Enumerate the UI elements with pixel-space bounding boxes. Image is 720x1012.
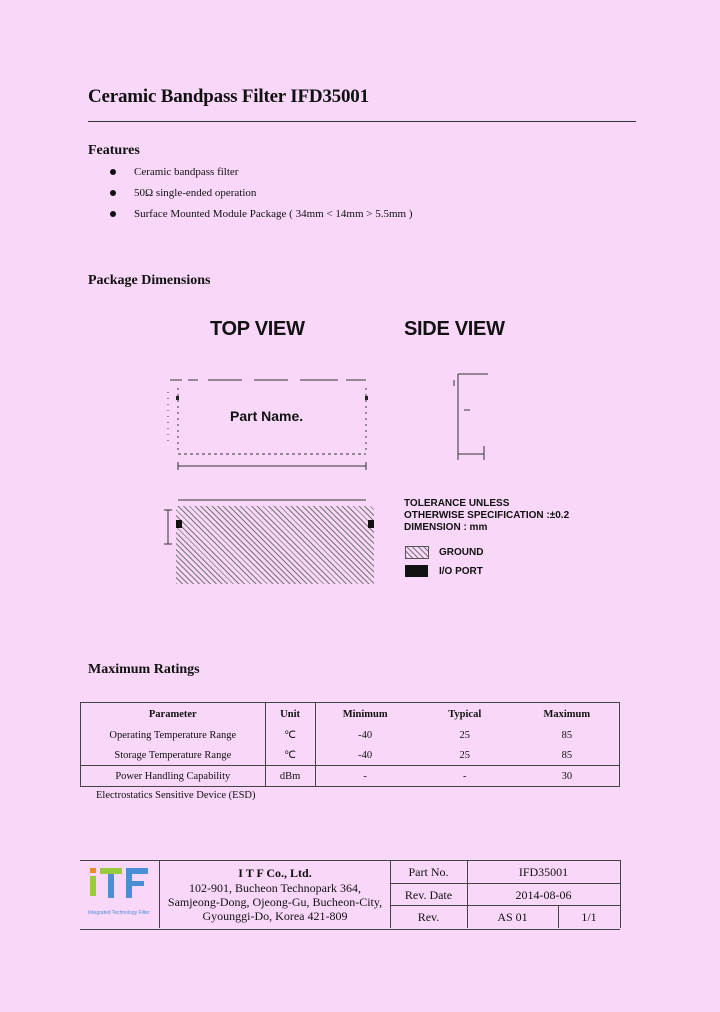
address-line: Gyounggi-Do, Korea 421-809	[202, 909, 348, 923]
address-line: Samjeong-Dong, Ojeong-Gu, Bucheon-City,	[167, 895, 383, 909]
io-port-pad	[368, 520, 374, 528]
table-row	[81, 766, 620, 787]
part-name-label: Part Name.	[230, 408, 304, 424]
footer-divider	[390, 883, 620, 884]
footer-divider	[620, 860, 621, 928]
tolerance-line: TOLERANCE UNLESS	[404, 498, 510, 509]
page-title: Ceramic Bandpass Filter IFD35001	[88, 86, 369, 107]
legend-ground-label: GROUND	[439, 547, 484, 558]
tolerance-line: DIMENSION : mm	[404, 522, 488, 533]
tolerance-line: OTHERWISE SPECIFICATION :±0.2	[404, 510, 570, 521]
ratings-heading: Maximum Ratings	[88, 662, 200, 677]
table-row	[81, 725, 620, 745]
page-number: 1/1	[581, 910, 597, 924]
column-header: Parameter	[81, 703, 266, 726]
table-header-row	[81, 703, 620, 726]
rev-date-label: Rev. Date	[404, 888, 453, 902]
table-cell: 30	[515, 766, 620, 787]
table-cell: -	[315, 766, 415, 787]
ground-swatch	[405, 546, 429, 559]
table-cell: -40	[315, 725, 415, 745]
rev-value: AS 01	[497, 910, 528, 924]
io-port-swatch	[405, 565, 428, 577]
table-cell: Power Handling Capability	[81, 766, 266, 787]
table-cell: Storage Temperature Range	[81, 745, 266, 766]
column-header: Typical	[415, 703, 515, 726]
table-cell: 25	[459, 749, 470, 761]
part-no-value: IFD35001	[518, 865, 569, 879]
package-heading: Package Dimensions	[88, 273, 211, 288]
column-header: Minimum	[315, 703, 415, 726]
features-heading: Features	[88, 143, 140, 158]
ground-pad-area	[176, 506, 374, 584]
table-cell: dBm	[265, 766, 315, 787]
company-name: I T F Co., Ltd.	[238, 866, 312, 880]
column-header: Maximum	[515, 703, 620, 726]
table-cell: ℃	[265, 745, 315, 766]
table-cell: Operating Temperature Range	[81, 725, 266, 745]
address-line: 102-901, Bucheon Technopark 364,	[189, 881, 361, 895]
column-header: Unit	[265, 703, 315, 726]
io-port-pad	[176, 520, 182, 528]
feature-item: 50Ω single-ended operation	[134, 187, 257, 199]
logo-tagline: Integrated Technology Filter	[88, 910, 150, 916]
table-row	[81, 745, 620, 766]
table-cell: 25	[459, 729, 470, 741]
table-cell: -	[415, 766, 515, 787]
top-view-label: TOP VIEW	[210, 318, 305, 340]
ratings-table	[80, 702, 620, 787]
bullet-icon	[110, 190, 116, 196]
part-no-label: Part No.	[408, 865, 449, 879]
feature-item: Ceramic bandpass filter	[134, 166, 239, 178]
esd-note: Electrostatics Sensitive Device (ESD)	[96, 790, 256, 801]
table-cell: -40	[315, 745, 415, 766]
bullet-icon	[110, 211, 116, 217]
rev-date-value: 2014-08-06	[515, 888, 572, 902]
rev-label: Rev.	[417, 910, 440, 924]
itf-logo-icon	[86, 866, 156, 912]
side-view-label: SIDE VIEW	[404, 318, 505, 340]
title-divider	[88, 121, 636, 122]
bullet-icon	[110, 169, 116, 175]
table-cell: ℃	[265, 725, 315, 745]
feature-item: Surface Mounted Module Package ( 34mm < 14mm > 5.5mm )	[134, 208, 413, 220]
table-cell: 85	[515, 725, 620, 745]
footer-divider	[390, 905, 620, 906]
legend-io-port-label: I/O PORT	[439, 566, 483, 577]
side-view-drawing	[448, 366, 498, 466]
table-cell: 85	[515, 745, 620, 766]
